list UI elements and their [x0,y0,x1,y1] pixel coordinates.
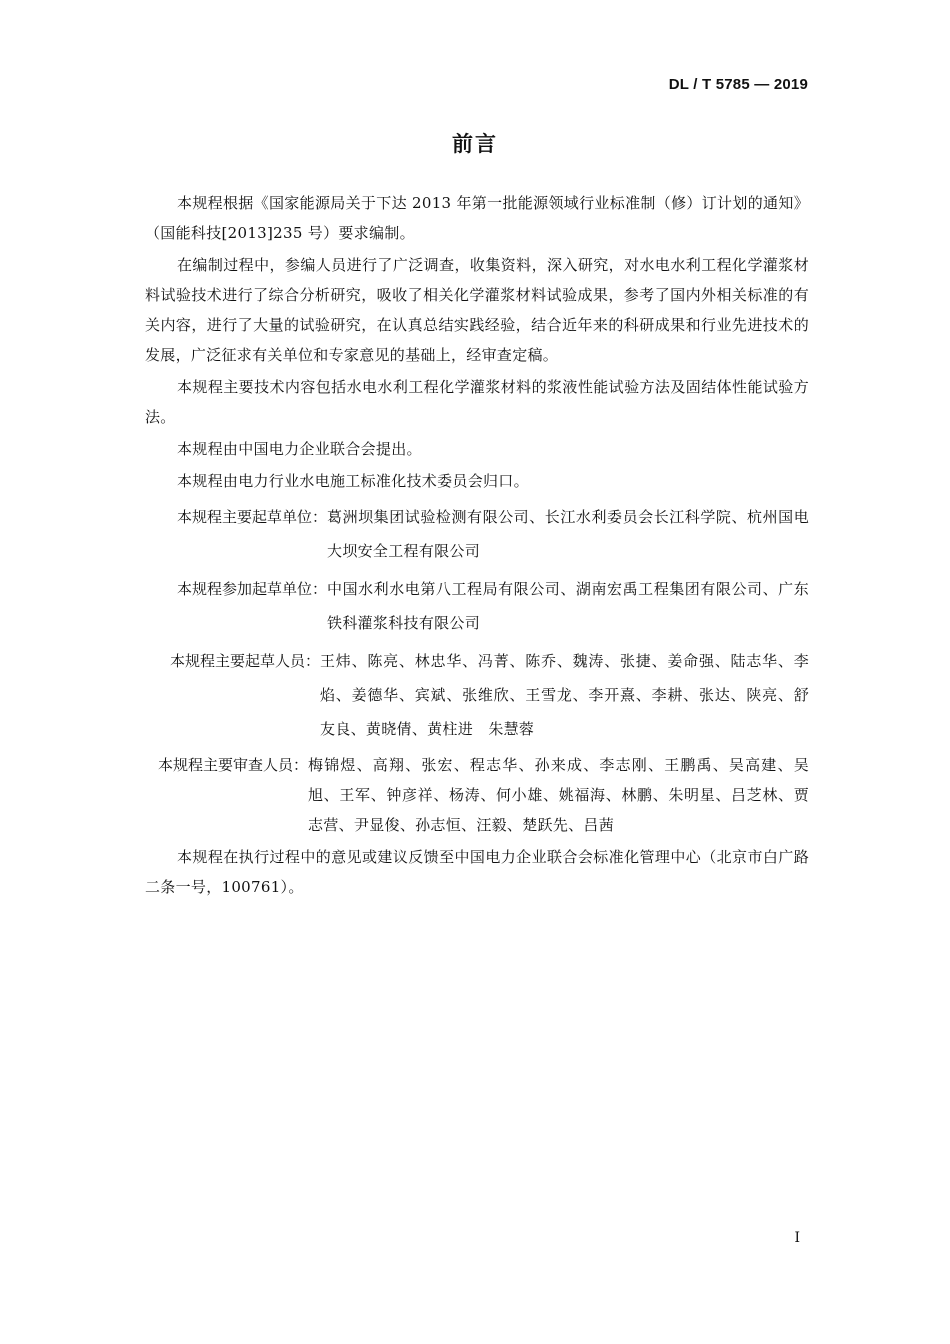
paragraph-basis: 本规程根据《国家能源局关于下达 2013 年第一批能源领域行业标准制（修）订计划的通知》（国能科技[2013]235 号）要求编制。 [145,194,809,242]
main-drafters-label: 本规程主要起草人员： [170,652,321,670]
participating-units-value: 中国水利水电第八工程局有限公司、湖南宏禹工程集团有限公司、广东铁科灌浆科技有限公司 [327,580,809,632]
main-drafters [145,644,809,746]
main-drafting-units-label: 本规程主要起草单位： [177,508,328,526]
main-reviewers-value: 梅锦煜、高翔、张宏、程志华、孙来成、李志刚、王鹏禹、吴高建、吴旭、王军、钟彦祥、杨涛、何小雄、姚福海、林鹏、朱明星、吕芝林、贾志营、尹显俊、孙志恒、汪毅、楚跃先、吕茜 [308,756,809,834]
main-reviewers [145,750,809,840]
paragraph-content: 本规程主要技术内容包括水电水利工程化学灌浆材料的浆液性能试验方法及固结体性能试验方法。 [145,378,809,426]
page-number: I [794,1230,800,1246]
main-drafting-units-value: 葛洲坝集团试验检测有限公司、长江水利委员会长江科学院、杭州国电大坝安全工程有限公司 [327,508,809,560]
main-drafting-units [145,500,809,568]
document-body [145,188,809,904]
participating-units [145,572,809,640]
paragraph-proposer: 本规程由中国电力企业联合会提出。 [177,440,422,458]
participating-units-label: 本规程参加起草单位： [177,580,328,598]
page-title: 前言 [452,132,498,156]
paragraph-administrator: 本规程由电力行业水电施工标准化技术委员会归口。 [177,472,529,490]
paragraph-process: 在编制过程中，参编人员进行了广泛调查，收集资料，深入研究，对水电水利工程化学灌浆材料试验技术进行了综合分析研究，吸收了相关化学灌浆材料试验成果，参考了国内外相关标准的有关内容，进行了大量的试验研究，在认真总结实践经验，结合近年来的科研成果和行业先进技术的发展，广泛征求有关单位和专家意见的基础上，经审查定稿。 [145,256,809,364]
standard-code: DL / T 5785 — 2019 [668,76,808,93]
main-drafters-value: 王炜、陈亮、林忠华、冯菁、陈乔、魏涛、张捷、姜命强、陆志华、李焰、姜德华、宾斌、张维欣、王雪龙、李开熹、李耕、张达、陕亮、舒友良、黄晓倩、黄柱进 朱慧蓉 [320,652,809,738]
main-reviewers-label: 本规程主要审查人员： [158,756,309,774]
paragraph-feedback: 本规程在执行过程中的意见或建议反馈至中国电力企业联合会标准化管理中心（北京市白广路二条一号，100761）。 [145,848,809,896]
